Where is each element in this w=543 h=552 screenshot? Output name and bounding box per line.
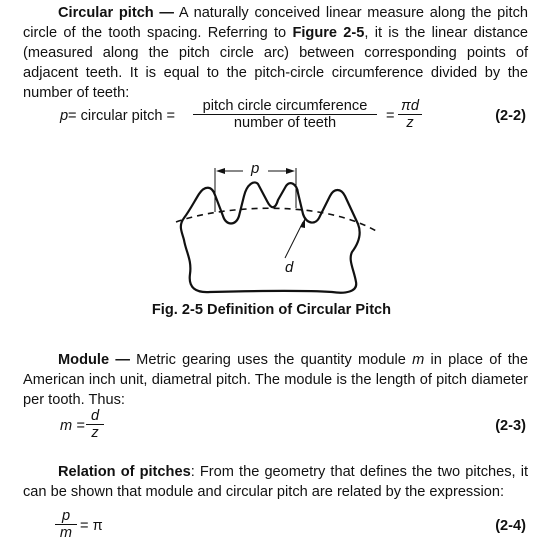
relation-heading: Relation of pitches — [58, 464, 191, 480]
eq-2-3-denominator: z — [91, 425, 99, 441]
eq-2-3-fraction — [86, 408, 104, 441]
equation-2-2 — [0, 98, 543, 138]
eq-2-2-equals: = — [386, 108, 395, 124]
eq-2-2-frac2-denominator: z — [406, 115, 414, 131]
equation-2-3 — [0, 408, 543, 446]
circular-pitch-text-a: A naturally conceived linear measure along the pitch circle of the tooth spacing. Referring to — [23, 5, 528, 41]
eq-2-2-frac1-numerator: pitch circle circumference — [202, 98, 368, 114]
eq-2-2-lhs-text: = circular pitch = — [68, 108, 176, 124]
eq-2-3-numerator: d — [90, 408, 100, 424]
figure-label-d: d — [285, 259, 294, 276]
pitch-circle-arc — [176, 208, 378, 232]
eq-2-4-rhs: = π — [80, 518, 103, 534]
eq-2-2-fraction-1 — [193, 98, 377, 131]
eq-2-2-fraction-2 — [398, 98, 422, 131]
relation-text: : From the geometry that defines the two pitches, it can be shown that module and circular pitch are related by the expression: — [23, 464, 528, 500]
gear-outline — [181, 183, 360, 293]
eq-2-3-number: (2-3) — [495, 418, 526, 434]
arrow-right-icon — [286, 168, 295, 174]
eq-2-2-number: (2-2) — [495, 108, 526, 124]
module-text-b: in place of the American inch unit, diametral pitch. The module is the length of pitch diameter per tooth. Thus: — [23, 352, 528, 408]
arrow-up-icon — [300, 218, 305, 228]
figure-caption: Fig. 2-5 Definition of Circular Pitch — [151, 302, 392, 318]
eq-2-4-numerator: p — [61, 508, 71, 524]
equation-2-4 — [0, 508, 543, 548]
eq-2-2-lhs-var: p — [60, 108, 69, 124]
eq-2-2-frac2-numerator: πd — [401, 98, 419, 114]
module-paragraph — [23, 350, 528, 410]
eq-2-2-frac1-denominator: number of teeth — [233, 115, 337, 131]
circular-pitch-heading: Circular pitch — — [58, 5, 175, 21]
figure-reference: Figure 2-5 — [292, 25, 365, 41]
figure-label-p: p — [251, 160, 260, 177]
module-var-m: m — [412, 352, 425, 368]
eq-2-4-fraction — [55, 508, 77, 541]
eq-2-4-denominator: m — [59, 525, 73, 541]
eq-2-4-number: (2-4) — [495, 518, 526, 534]
circular-pitch-paragraph — [23, 3, 528, 103]
relation-paragraph — [23, 462, 528, 502]
circular-pitch-text-b: , it is the linear distance (measured along the pitch circle arc) between corresponding points of adjacent teeth. It is equal to the pitch-circle circumference divided by the number of teeth: — [23, 25, 528, 101]
arrow-left-icon — [216, 168, 225, 174]
module-text-a: Metric gearing uses the quantity module — [129, 352, 413, 368]
module-heading: Module — — [58, 352, 130, 368]
eq-2-3-lhs: m = — [60, 418, 85, 434]
diameter-leader-line — [285, 222, 303, 258]
